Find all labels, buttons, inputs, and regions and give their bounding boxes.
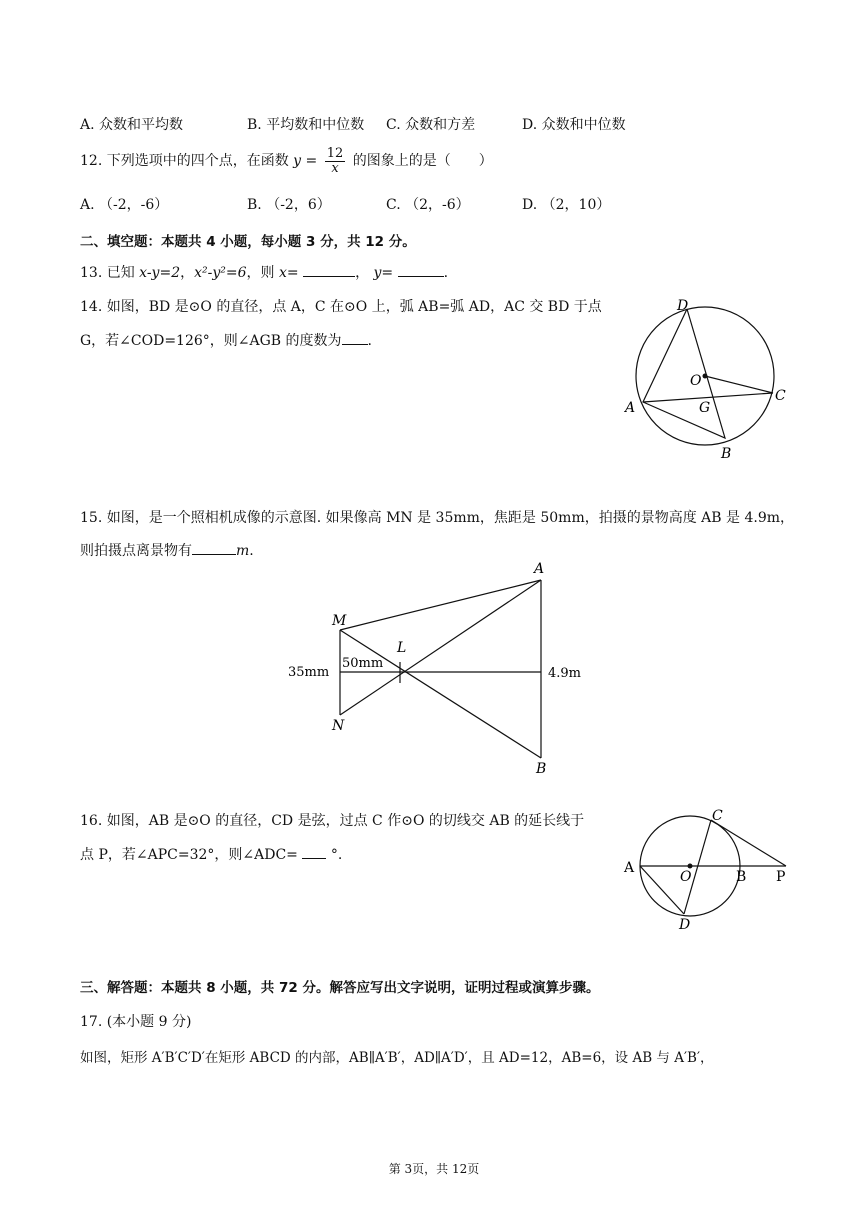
q12-option-a: A. （-2，-6）: [80, 197, 169, 213]
q16-line2-end: °.: [330, 847, 343, 863]
q15-label-a: A: [534, 561, 545, 577]
q15-line2-unit: m: [236, 543, 250, 559]
q12-func-lhs: y =: [293, 153, 318, 169]
q16-blank[interactable]: [302, 844, 326, 859]
q12-frac-den: x: [331, 160, 339, 176]
q14-line2: [80, 330, 372, 350]
q16-line1: 16. 如图，AB 是⊙O 的直径，CD 是弦，过点 C 作⊙O 的切线交 AB 的延长线于: [80, 813, 585, 829]
q12-frac-num: 12: [326, 145, 344, 161]
q16-label-p: P: [776, 869, 786, 885]
q15-label-l: L: [397, 640, 407, 656]
section3-heading: 三、解答题：本题共 8 小题，共 72 分。解答应写出文字说明，证明过程或演算步骤。: [80, 980, 600, 996]
q13-expr2: x²-y²=6: [194, 265, 247, 281]
q16-label-b: B: [736, 869, 747, 885]
q13-prefix: 13. 已知: [80, 265, 135, 281]
q16-tangent-cp: [711, 820, 786, 866]
q15-line-na: [340, 580, 541, 715]
q11-option-a: A. 众数和平均数: [80, 117, 184, 133]
q14-label-g: G: [699, 400, 711, 416]
q13-var-y: y=: [373, 265, 394, 281]
q16-label-d: D: [679, 917, 691, 933]
q15-blank[interactable]: [192, 540, 236, 555]
q11-option-c: C. 众数和方差: [386, 117, 476, 133]
q12-stem: [80, 146, 493, 176]
q15-label-ab-height: 4.9m: [548, 666, 582, 681]
q13-end: .: [443, 265, 449, 281]
q14-label-c: C: [775, 388, 786, 404]
q15-label-focal-length: 50mm: [342, 656, 384, 671]
q16-center-dot: [688, 864, 693, 869]
q14-line2-before: G，若∠COD=126°，则∠AGB 的度数为: [80, 333, 342, 349]
q11-option-b: B. 平均数和中位数: [247, 117, 365, 133]
q15-label-n: N: [332, 718, 345, 734]
q14-label-a: A: [625, 400, 636, 416]
q15-label-b: B: [536, 761, 547, 777]
q14-blank[interactable]: [342, 330, 368, 345]
q15-label-m: M: [332, 613, 347, 629]
q16-line2: [80, 844, 342, 864]
q14-line2-end: .: [367, 333, 372, 349]
q14-label-b: B: [721, 446, 732, 462]
q15-label-mn-length: 35mm: [288, 665, 330, 680]
q12-fraction: [325, 147, 346, 176]
q16-label-a: A: [624, 860, 635, 876]
q12-stem-before: 12. 下列选项中的四个点，在函数: [80, 153, 289, 169]
q16-label-c: C: [712, 808, 723, 824]
q14-line-oc: [705, 376, 773, 393]
q14-circle-figure: [615, 290, 800, 465]
q15-line2-end: .: [249, 543, 254, 559]
q15-line2: [80, 540, 254, 560]
q13-var-x: x=: [278, 265, 299, 281]
q14-center-dot: [703, 374, 708, 379]
q11-option-d: D. 众数和中位数: [522, 117, 626, 133]
q12-stem-after: 的图象上的是（ ）: [352, 153, 493, 169]
q13-text: 13. 已知 x-y=2，x²-y²=6，则 x= ， y= .: [80, 262, 448, 282]
page-footer: 第 3页，共 12页: [388, 1162, 480, 1176]
q13-expr1: x-y=2: [139, 265, 181, 281]
q15-line1: 15. 如图，是一个照相机成像的示意图. 如果像高 MN 是 35mm，焦距是 50mm，拍摄的景物高度 AB 是 4.9m，: [80, 510, 795, 526]
q17-title: 17. (本小题 9 分): [80, 1014, 192, 1030]
q12-option-c: C. （2，-6）: [386, 197, 470, 213]
q13-blank-x[interactable]: [303, 262, 355, 277]
q13-blank-y[interactable]: [398, 262, 444, 277]
q16-circle-figure: [618, 808, 798, 933]
q13-sep2: ，则: [246, 265, 275, 281]
q14-line1: 14. 如图，BD 是⊙O 的直径，点 A，C 在⊙O 上，弧 AB=弧 AD，AC 交 BD 于点: [80, 299, 602, 315]
q14-label-d: D: [677, 298, 689, 314]
q16-line2-before: 点 P，若∠APC=32°，则∠ADC=: [80, 847, 298, 863]
q16-label-o: O: [680, 869, 692, 885]
q15-camera-figure: [280, 555, 600, 785]
q14-label-o: O: [690, 373, 702, 389]
q15-line2-before: 则拍摄点离景物有: [80, 543, 192, 559]
q13-sep1: ，: [180, 265, 195, 281]
q15-line-ma: [340, 580, 541, 630]
q12-option-b: B. （-2，6）: [247, 197, 331, 213]
q12-option-d: D. （2，10）: [522, 197, 611, 213]
q17-line1: 如图，矩形 A′B′C′D′在矩形 ABCD 的内部，AB∥A′B′，AD∥A′D′，且 AD=12，AB=6，设 AB 与 A′B′，: [80, 1050, 714, 1066]
q15-line-mb: [340, 630, 541, 758]
section2-heading: 二、填空题：本题共 4 小题，每小题 3 分，共 12 分。: [80, 234, 416, 250]
